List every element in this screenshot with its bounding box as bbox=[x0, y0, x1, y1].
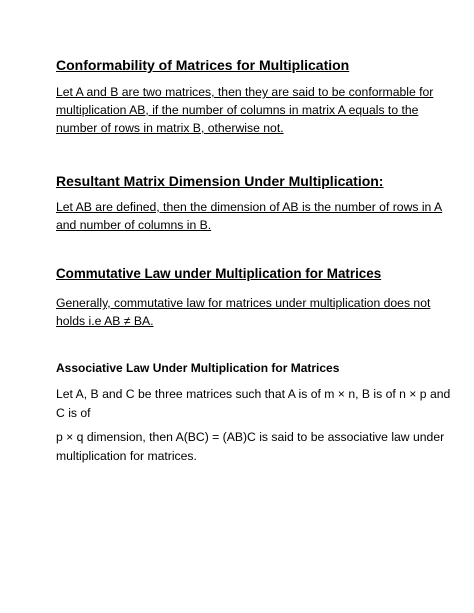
section-conformability-body bbox=[56, 83, 434, 137]
section-commutative-law bbox=[56, 265, 426, 283]
text-line: C is of bbox=[56, 406, 91, 420]
section-resultant-dimension-body bbox=[56, 198, 443, 234]
section-conformability bbox=[56, 56, 426, 74]
text-line: Let A and B are two matrices, then they are said to be conformable for bbox=[56, 85, 434, 99]
section-associative-law-para-1 bbox=[56, 385, 451, 423]
section-heading: Associative Law Under Multiplication for Matrices bbox=[56, 361, 340, 375]
section-resultant-dimension bbox=[56, 172, 426, 190]
section-associative-law bbox=[56, 360, 426, 376]
text-line: Let A, B and C be three matrices such that A is of m × n, B is of n × p and bbox=[56, 387, 451, 401]
text-line: Generally, commutative law for matrices under multiplication does not bbox=[56, 296, 431, 310]
text-line: multiplication AB, if the number of columns in matrix A equals to the bbox=[56, 103, 419, 117]
text-line: number of rows in matrix B, otherwise not. bbox=[56, 121, 284, 135]
text-line: Let AB are defined, then the dimension of AB is the number of rows in A bbox=[56, 200, 443, 214]
text-line: p × q dimension, then A(BC) = (AB)C is said to be associative law under bbox=[56, 430, 445, 444]
section-heading: Resultant Matrix Dimension Under Multiplication: bbox=[56, 173, 384, 189]
section-commutative-law-body bbox=[56, 294, 431, 330]
section-heading: Conformability of Matrices for Multiplication bbox=[56, 57, 350, 73]
text-line: holds i.e AB ≠ BA. bbox=[56, 314, 154, 328]
text-line: multiplication for matrices. bbox=[56, 449, 197, 463]
text-line: and number of columns in B. bbox=[56, 218, 212, 232]
section-heading: Commutative Law under Multiplication for Matrices bbox=[56, 266, 382, 281]
section-associative-law-para-2 bbox=[56, 428, 445, 466]
